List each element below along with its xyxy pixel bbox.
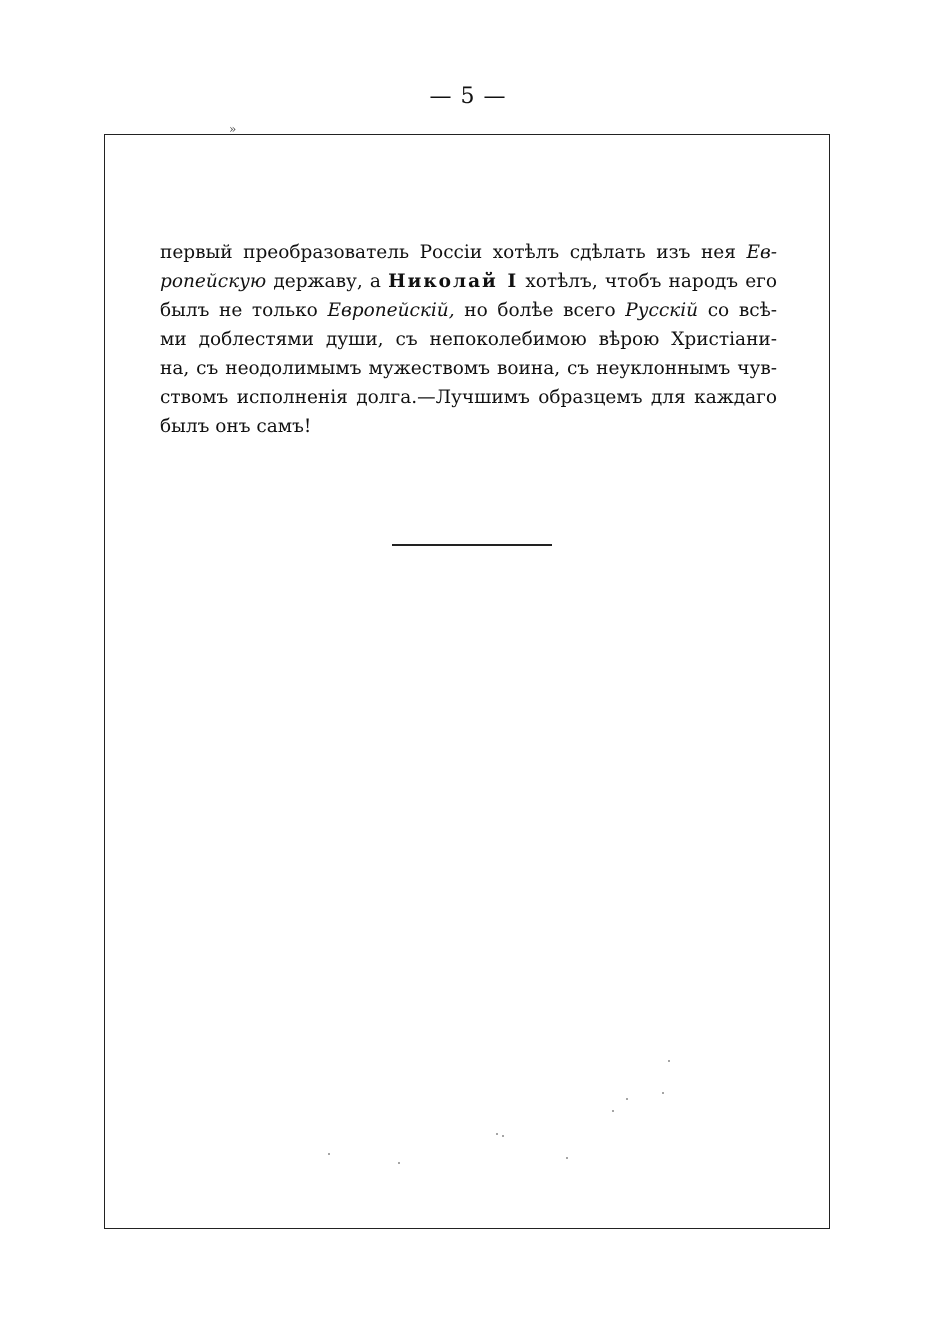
spaced-name-run: Николай I bbox=[388, 271, 519, 292]
text-run: державу, а bbox=[266, 271, 389, 292]
scan-speck bbox=[668, 1060, 670, 1062]
scan-speck bbox=[496, 1133, 498, 1135]
text-line-5: на, съ неодолимымъ мужествомъ воина, съ неуклоннымъ чув- bbox=[160, 358, 777, 379]
scan-speck bbox=[502, 1135, 504, 1137]
section-divider bbox=[392, 544, 552, 546]
text-line-7: былъ онъ самъ! bbox=[160, 416, 312, 437]
text-line-2 bbox=[160, 267, 777, 296]
text-run: но болѣе всего bbox=[454, 300, 626, 321]
frame-mark: » bbox=[229, 122, 237, 136]
scan-speck bbox=[328, 1153, 330, 1155]
scan-speck bbox=[626, 1098, 628, 1100]
text-run: со всѣ- bbox=[698, 300, 777, 321]
page-number: — 5 — bbox=[429, 84, 507, 109]
italic-run: Русскій bbox=[625, 300, 699, 321]
text-run: хотѣлъ, чтобъ народъ его bbox=[518, 271, 777, 292]
scan-speck bbox=[398, 1162, 400, 1164]
italic-run: ропейскую bbox=[160, 271, 267, 292]
scan-speck bbox=[662, 1092, 664, 1094]
text-line-6: ствомъ исполненія долга.—Лучшимъ образцемъ для каждаго bbox=[160, 387, 777, 408]
text-run: былъ не только bbox=[160, 300, 328, 321]
italic-run: Ев- bbox=[746, 242, 777, 263]
text-line-4: ми доблестями души, съ непоколебимою вѣрою Христіани- bbox=[160, 329, 777, 350]
scan-speck bbox=[612, 1110, 614, 1112]
text-line-3 bbox=[160, 296, 777, 325]
text-line-1 bbox=[160, 238, 777, 267]
italic-run: Европейскій, bbox=[327, 300, 455, 321]
body-paragraph bbox=[160, 238, 777, 441]
scan-speck bbox=[566, 1157, 568, 1159]
text-run: первый преобразователь Россіи хотѣлъ сдѣлать изъ нея bbox=[160, 242, 747, 263]
